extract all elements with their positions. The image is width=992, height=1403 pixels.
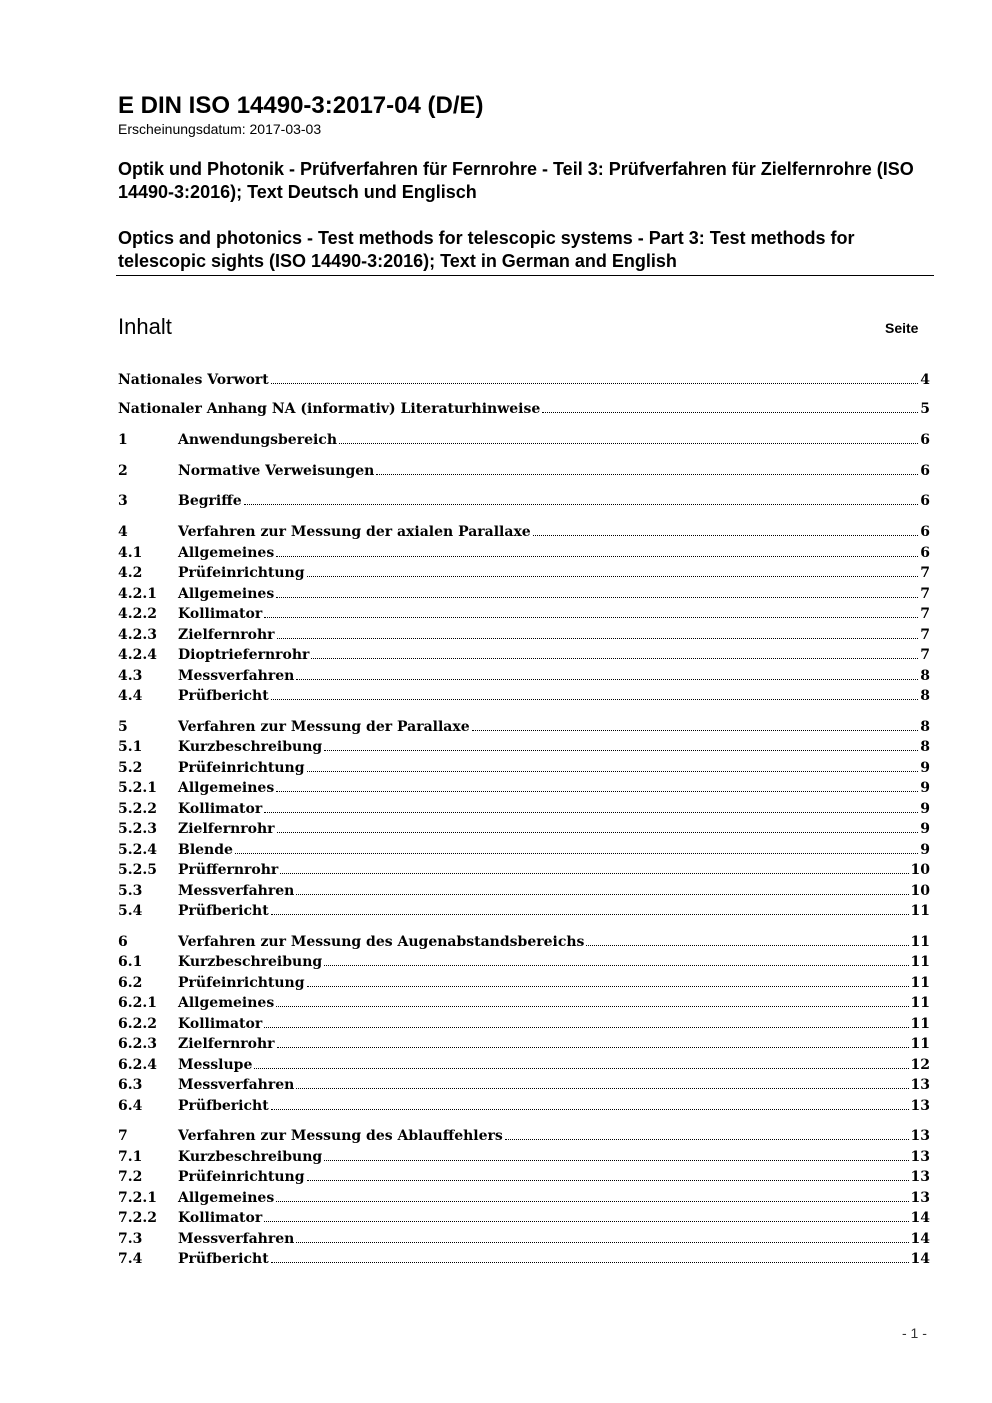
toc-entry[interactable] [118, 586, 930, 606]
toc-entry-page: 11 [910, 975, 930, 991]
toc-entry-number: 4 [118, 524, 128, 540]
toc-leader-dots [244, 503, 919, 505]
toc-heading: Inhalt [118, 314, 172, 339]
toc-entry[interactable] [118, 842, 930, 862]
toc-entry-number: 6.1 [118, 954, 143, 970]
toc-entry[interactable] [118, 1210, 930, 1230]
toc-entry-number: 5.2.5 [118, 862, 157, 878]
toc-entry[interactable] [118, 821, 930, 841]
toc-entry-number: 5.2.3 [118, 821, 157, 837]
toc-entry[interactable] [118, 1231, 930, 1251]
toc-entry-page: 5 [920, 401, 930, 417]
toc-entry[interactable] [118, 1251, 930, 1271]
toc-entry[interactable] [118, 883, 930, 903]
toc-entry-title: Nationales Vorwort [118, 372, 269, 388]
toc-leader-dots [277, 831, 919, 833]
toc-entry-number: 6 [118, 934, 128, 950]
toc-entry-page: 8 [920, 739, 930, 755]
toc-entry-title: Kurzbeschreibung [178, 954, 323, 970]
toc-entry-number: 6.2.2 [118, 1016, 157, 1032]
toc-entry-page: 6 [920, 524, 930, 540]
toc-leader-dots [277, 1046, 909, 1048]
toc-leader-dots [307, 1179, 909, 1181]
toc-entry-page: 11 [910, 1036, 930, 1052]
toc-entry-page: 13 [910, 1149, 930, 1165]
toc-entry-number: 5.2 [118, 760, 143, 776]
toc-entry-page: 9 [920, 801, 930, 817]
toc-leader-dots [533, 534, 919, 536]
toc-entry-title: Messverfahren [178, 1231, 295, 1247]
toc-entry-title: Allgemeines [178, 586, 275, 602]
toc-entry-number: 4.2 [118, 565, 143, 581]
toc-entry[interactable] [118, 1149, 930, 1169]
toc-entry-page: 10 [910, 862, 930, 878]
toc-entry-title: Kollimator [178, 1016, 263, 1032]
toc-entry[interactable] [118, 432, 930, 452]
toc-entry[interactable] [118, 1169, 930, 1189]
toc-entry-title: Messverfahren [178, 1077, 295, 1093]
toc-entry-title: Normative Verweisungen [178, 463, 375, 479]
toc-entry-number: 7 [118, 1128, 128, 1144]
toc-leader-dots [277, 637, 919, 639]
toc-entry[interactable] [118, 1098, 930, 1118]
toc-entry[interactable] [118, 1128, 930, 1148]
toc-entry-page: 7 [920, 606, 930, 622]
toc-leader-dots [271, 1261, 909, 1263]
toc-entry-title: Kollimator [178, 1210, 263, 1226]
toc-entry-page: 7 [920, 627, 930, 643]
toc-leader-dots [296, 1241, 908, 1243]
toc-entry-title: Kollimator [178, 801, 263, 817]
toc-entry-page: 7 [920, 586, 930, 602]
toc-entry[interactable] [118, 995, 930, 1015]
toc-entry[interactable] [118, 760, 930, 780]
toc-entry-number: 6.2.1 [118, 995, 157, 1011]
toc-leader-dots [324, 749, 918, 751]
toc-entry-number: 7.4 [118, 1251, 143, 1267]
toc-leader-dots [296, 678, 918, 680]
toc-entry-title: Messlupe [178, 1057, 253, 1073]
toc-entry[interactable] [118, 606, 930, 626]
toc-entry-title: Kurzbeschreibung [178, 1149, 323, 1165]
toc-entry-number: 5.4 [118, 903, 143, 919]
toc-entry-title: Kollimator [178, 606, 263, 622]
toc-leader-dots [307, 575, 919, 577]
toc-entry-number: 2 [118, 463, 128, 479]
toc-entry-page: 7 [920, 565, 930, 581]
toc-entry[interactable] [118, 524, 930, 544]
toc-entry-title: Verfahren zur Messung der axialen Parallaxe [178, 524, 531, 540]
toc-entry-title: Prüfeinrichtung [178, 1169, 305, 1185]
toc-entry-number: 5.2.2 [118, 801, 157, 817]
toc-leader-dots [296, 893, 908, 895]
toc-entry-title: Zielfernrohr [178, 821, 275, 837]
toc-entry-title: Prüfeinrichtung [178, 760, 305, 776]
toc-leader-dots [324, 964, 908, 966]
toc-entry-number: 4.4 [118, 688, 143, 704]
toc-entry-title: Dioptriefernrohr [178, 647, 310, 663]
toc-entry-title: Nationaler Anhang NA (informativ) Literaturhinweise [118, 401, 541, 417]
toc-entry[interactable] [118, 1016, 930, 1036]
toc-page-label: Seite [885, 320, 919, 336]
toc-entry-page: 11 [910, 995, 930, 1011]
toc-entry-page: 6 [920, 493, 930, 509]
toc-entry-title: Zielfernrohr [178, 1036, 275, 1052]
toc-entry-title: Prüfeinrichtung [178, 975, 305, 991]
toc-leader-dots [271, 382, 919, 384]
toc-entry-title: Prüfbericht [178, 1098, 269, 1114]
toc-entry-page: 12 [910, 1057, 930, 1073]
toc-entry[interactable] [118, 719, 930, 739]
toc-entry-page: 8 [920, 719, 930, 735]
toc-entry[interactable] [118, 862, 930, 882]
toc-entry-page: 13 [910, 1077, 930, 1093]
toc-leader-dots [296, 1087, 908, 1089]
toc-entry-page: 6 [920, 463, 930, 479]
toc-entry-page: 14 [910, 1210, 930, 1226]
toc-leader-dots [264, 1220, 908, 1222]
toc-entry-number: 5.1 [118, 739, 143, 755]
toc-entry-number: 7.1 [118, 1149, 143, 1165]
toc-entry-number: 7.2 [118, 1169, 143, 1185]
toc-entry-title: Verfahren zur Messung des Augenabstandsbereichs [178, 934, 585, 950]
toc-entry-number: 4.2.4 [118, 647, 157, 663]
toc-entry[interactable] [118, 463, 930, 483]
toc-entry-number: 7.2.1 [118, 1190, 157, 1206]
toc-entry-page: 14 [910, 1231, 930, 1247]
toc-entry-number: 6.2.3 [118, 1036, 157, 1052]
toc-entry[interactable] [118, 627, 930, 647]
toc-entry-number: 4.1 [118, 545, 143, 561]
toc-entry[interactable] [118, 401, 930, 421]
toc-entry-number: 4.3 [118, 668, 143, 684]
toc-entry-number: 6.4 [118, 1098, 143, 1114]
toc-leader-dots [586, 944, 908, 946]
toc-leader-dots [271, 1108, 909, 1110]
toc-entry-page: 13 [910, 1169, 930, 1185]
toc-entry[interactable] [118, 1190, 930, 1210]
toc-entry-page: 11 [910, 1016, 930, 1032]
toc-leader-dots [505, 1138, 909, 1140]
toc-entry-number: 5 [118, 719, 128, 735]
toc-entry-title: Prüfbericht [178, 688, 269, 704]
toc-entry[interactable] [118, 903, 930, 923]
toc-entry[interactable] [118, 780, 930, 800]
toc-entry-number: 4.2.2 [118, 606, 157, 622]
toc-leader-dots [264, 811, 918, 813]
toc-entry-page: 14 [910, 1251, 930, 1267]
toc-entry-number: 1 [118, 432, 128, 448]
toc-entry-title: Anwendungsbereich [178, 432, 337, 448]
toc-entry[interactable] [118, 934, 930, 954]
toc-entry-number: 4.2.1 [118, 586, 157, 602]
toc-entry-title: Messverfahren [178, 883, 295, 899]
toc-leader-dots [271, 913, 909, 915]
toc-leader-dots [276, 1005, 908, 1007]
toc-entry[interactable] [118, 647, 930, 667]
toc-leader-dots [271, 698, 919, 700]
toc-leader-dots [307, 770, 919, 772]
toc-entry-page: 9 [920, 821, 930, 837]
toc-entry-page: 8 [920, 668, 930, 684]
page-number: - 1 - [902, 1325, 927, 1341]
toc-entry[interactable] [118, 1057, 930, 1077]
toc-leader-dots [324, 1159, 908, 1161]
toc-entry-page: 11 [910, 954, 930, 970]
title-english: Optics and photonics - Test methods for telescopic systems - Part 3: Test methods for telescopic sights (ISO 14490-3:2016); Text in German and English [118, 228, 855, 271]
toc-entry-title: Verfahren zur Messung des Ablauffehlers [178, 1128, 503, 1144]
toc-entry[interactable] [118, 954, 930, 974]
toc-entry-page: 6 [920, 432, 930, 448]
toc-entry-number: 6.3 [118, 1077, 143, 1093]
toc-entry[interactable] [118, 545, 930, 565]
toc-entry[interactable] [118, 975, 930, 995]
toc-entry-title: Kurzbeschreibung [178, 739, 323, 755]
toc-entry[interactable] [118, 739, 930, 759]
toc-leader-dots [264, 1026, 908, 1028]
toc-entry-page: 13 [910, 1128, 930, 1144]
header-divider [116, 275, 934, 276]
toc-entry-page: 13 [910, 1190, 930, 1206]
toc-entry[interactable] [118, 1036, 930, 1056]
toc-entry-number: 7.3 [118, 1231, 143, 1247]
toc-entry-title: Prüfbericht [178, 903, 269, 919]
toc-entry[interactable] [118, 493, 930, 513]
toc-entry-page: 9 [920, 760, 930, 776]
toc-leader-dots [280, 872, 908, 874]
toc-leader-dots [235, 852, 918, 854]
toc-entry[interactable] [118, 372, 930, 392]
toc-leader-dots [276, 596, 918, 598]
toc-entry-title: Begriffe [178, 493, 242, 509]
toc-entry-number: 5.2.1 [118, 780, 157, 796]
toc-leader-dots [542, 411, 918, 413]
toc-leader-dots [376, 473, 918, 475]
toc-entry-page: 9 [920, 842, 930, 858]
toc-leader-dots [276, 1200, 908, 1202]
document-id: E DIN ISO 14490-3:2017-04 (D/E) [118, 92, 484, 119]
toc-entry-page: 7 [920, 647, 930, 663]
toc-entry-number: 3 [118, 493, 128, 509]
toc-entry-number: 5.2.4 [118, 842, 157, 858]
toc-entry-title: Prüfeinrichtung [178, 565, 305, 581]
toc-leader-dots [276, 555, 918, 557]
toc-entry-page: 8 [920, 688, 930, 704]
toc-entry-number: 6.2.4 [118, 1057, 157, 1073]
toc-leader-dots [254, 1067, 908, 1069]
title-german: Optik und Photonik - Prüfverfahren für Fernrohre - Teil 3: Prüfverfahren für Zielfernrohre (ISO 14490-3:2016); Text Deutsch und Englisch [118, 159, 914, 202]
toc-leader-dots [264, 616, 918, 618]
toc-leader-dots [311, 657, 918, 659]
toc-leader-dots [339, 442, 918, 444]
toc-entry-title: Zielfernrohr [178, 627, 275, 643]
toc-entry-page: 6 [920, 545, 930, 561]
toc-entry-number: 5.3 [118, 883, 143, 899]
publication-date: Erscheinungsdatum: 2017-03-03 [118, 121, 322, 137]
toc-entry-title: Verfahren zur Messung der Parallaxe [178, 719, 470, 735]
toc-entry-number: 4.2.3 [118, 627, 157, 643]
toc-entry-title: Messverfahren [178, 668, 295, 684]
toc-entry-page: 13 [910, 1098, 930, 1114]
toc-entry-page: 10 [910, 883, 930, 899]
toc-leader-dots [307, 985, 909, 987]
toc-entry[interactable] [118, 1077, 930, 1097]
toc-entry[interactable] [118, 801, 930, 821]
toc-leader-dots [276, 790, 918, 792]
toc-entry[interactable] [118, 668, 930, 688]
toc-entry-title: Allgemeines [178, 995, 275, 1011]
toc-entry-page: 11 [910, 903, 930, 919]
toc-entry-title: Blende [178, 842, 233, 858]
toc-entry-page: 11 [910, 934, 930, 950]
toc-entry-number: 6.2 [118, 975, 143, 991]
toc-entry[interactable] [118, 688, 930, 708]
toc-entry-title: Prüffernrohr [178, 862, 279, 878]
toc-entry-title: Allgemeines [178, 780, 275, 796]
toc-entry-title: Allgemeines [178, 1190, 275, 1206]
toc-entry-page: 4 [920, 372, 930, 388]
toc-entry-number: 7.2.2 [118, 1210, 157, 1226]
toc-leader-dots [472, 729, 919, 731]
toc-entry-page: 9 [920, 780, 930, 796]
toc-entry-title: Allgemeines [178, 545, 275, 561]
toc-entry-title: Prüfbericht [178, 1251, 269, 1267]
toc-entry[interactable] [118, 565, 930, 585]
